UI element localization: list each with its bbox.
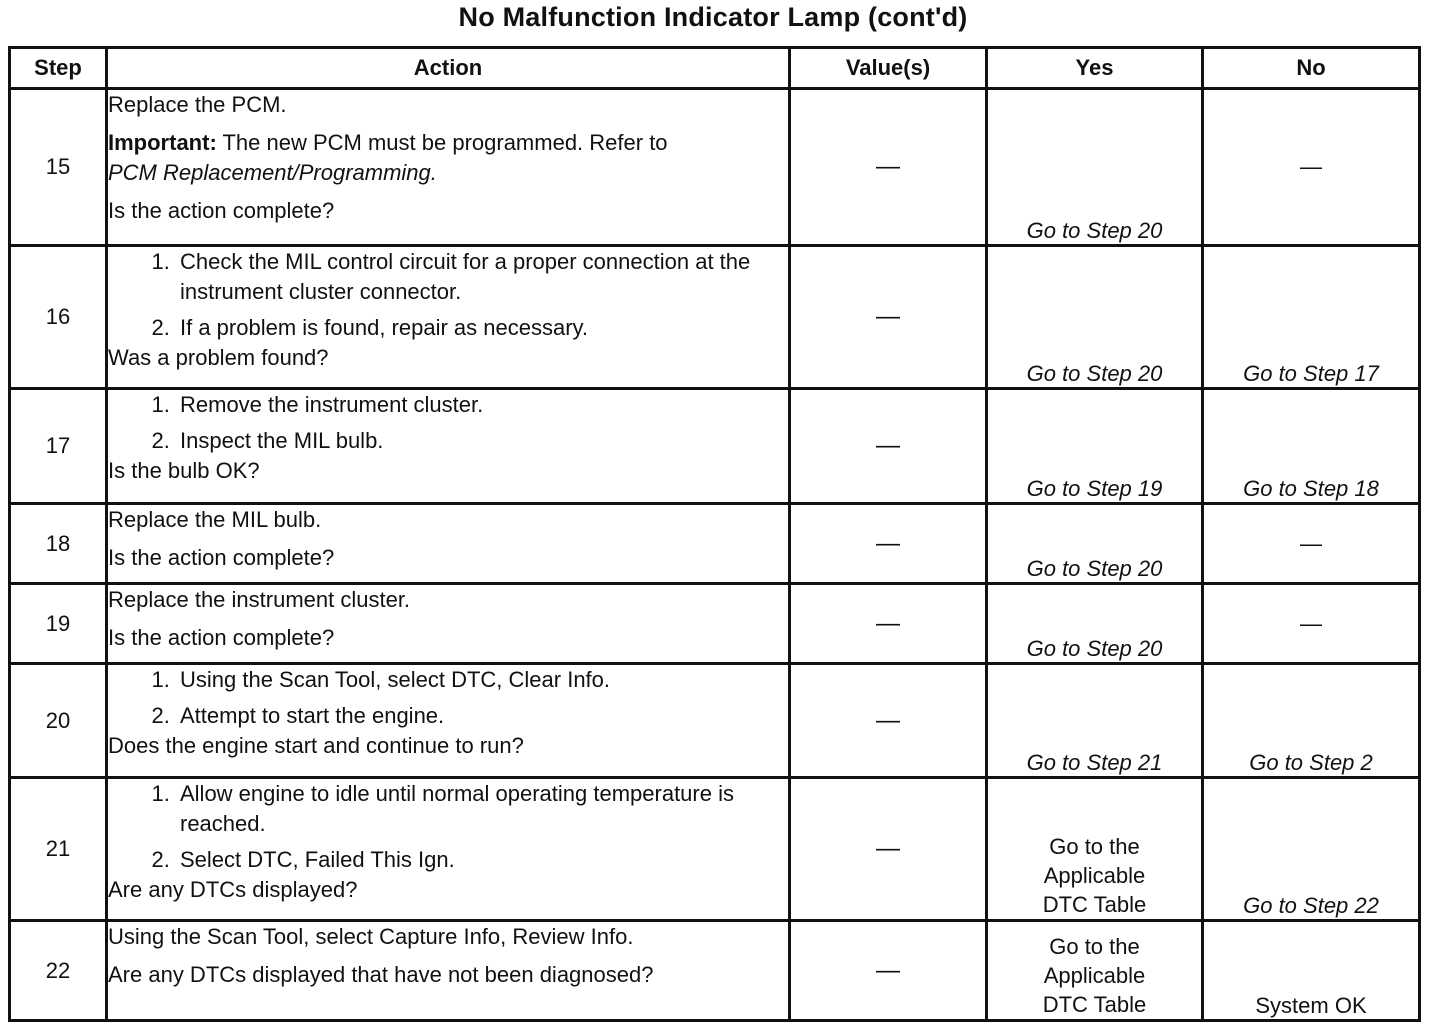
action-steps: [108, 390, 788, 456]
yes-line: DTC Table: [1042, 892, 1147, 917]
action-step-item: 1. Allow engine to idle until normal operating temperature is reached.: [176, 779, 788, 839]
action-steps: [108, 779, 788, 875]
yes-result: Go to Step 19: [987, 389, 1203, 504]
action-cell: [107, 664, 790, 778]
diagnostic-table: [8, 46, 1421, 1022]
important-reference: PCM Replacement/Programming.: [108, 160, 437, 185]
value-cell: —: [790, 584, 987, 664]
yes-result: Go to Step 21: [987, 664, 1203, 778]
action-question: Is the action complete?: [108, 625, 335, 650]
action-text: Replace the MIL bulb.: [108, 507, 322, 532]
action-cell: [107, 584, 790, 664]
action-text: Using the Scan Tool, select Capture Info, Review Info.: [108, 924, 634, 949]
value-cell: —: [790, 504, 987, 584]
yes-result: Go to Step 20: [987, 584, 1203, 664]
no-result: Go to Step 22: [1203, 778, 1420, 921]
step-number: 18: [10, 504, 107, 584]
no-result: Go to Step 18: [1203, 389, 1420, 504]
action-cell: [107, 504, 790, 584]
action-step-item: 1. Remove the instrument cluster.: [176, 390, 788, 420]
action-text: Replace the PCM.: [108, 92, 287, 117]
no-result: Go to Step 2: [1203, 664, 1420, 778]
table-row: [10, 389, 1420, 504]
important-text: The new PCM must be programmed. Refer to: [216, 130, 668, 155]
action-step-item: 2. Attempt to start the engine.: [176, 701, 788, 731]
no-result: —: [1203, 504, 1420, 584]
header-action: Action: [107, 48, 790, 89]
yes-line: Applicable: [1043, 863, 1146, 888]
important-label: Important:: [108, 130, 217, 155]
value-cell: —: [790, 389, 987, 504]
page-title: No Malfunction Indicator Lamp (cont'd): [458, 2, 968, 32]
action-cell: [107, 246, 790, 389]
table-row: [10, 246, 1420, 389]
no-result: Go to Step 17: [1203, 246, 1420, 389]
yes-result: [987, 778, 1203, 921]
yes-result: Go to Step 20: [987, 89, 1203, 246]
action-step-item: 1. Check the MIL control circuit for a proper connection at the instrument cluster connector.: [176, 247, 788, 307]
header-values: Value(s): [790, 48, 987, 89]
step-number: 19: [10, 584, 107, 664]
yes-line: Go to the: [1049, 834, 1140, 859]
value-cell: —: [790, 89, 987, 246]
table-row: [10, 89, 1420, 246]
yes-result: Go to Step 20: [987, 246, 1203, 389]
action-cell: [107, 89, 790, 246]
yes-line: Go to the: [1049, 934, 1140, 959]
no-result: —: [1203, 89, 1420, 246]
value-cell: —: [790, 246, 987, 389]
value-cell: —: [790, 778, 987, 921]
action-step-item: 2. Inspect the MIL bulb.: [176, 426, 788, 456]
header-step: Step: [10, 48, 107, 89]
action-text: Replace the instrument cluster.: [108, 587, 411, 612]
table-row: [10, 921, 1420, 1021]
action-cell: [107, 921, 790, 1021]
step-number: 15: [10, 89, 107, 246]
table-row: [10, 664, 1420, 778]
step-number: 17: [10, 389, 107, 504]
table-row: [10, 504, 1420, 584]
action-steps: [108, 665, 788, 731]
action-step-item: 2. If a problem is found, repair as necessary.: [176, 313, 788, 343]
step-number: 16: [10, 246, 107, 389]
action-steps: [108, 247, 788, 343]
yes-result: [987, 921, 1203, 1021]
yes-line: DTC Table: [1042, 992, 1147, 1017]
action-step-item: 1. Using the Scan Tool, select DTC, Clear Info.: [176, 665, 788, 695]
action-step-item: 2. Select DTC, Failed This Ign.: [176, 845, 788, 875]
yes-result: Go to Step 20: [987, 504, 1203, 584]
important-note: [108, 128, 788, 158]
action-question: Are any DTCs displayed?: [108, 877, 358, 902]
step-number: 21: [10, 778, 107, 921]
no-result: System OK: [1203, 921, 1420, 1021]
step-number: 20: [10, 664, 107, 778]
no-result: —: [1203, 584, 1420, 664]
action-question: Is the action complete?: [108, 198, 335, 223]
action-cell: [107, 389, 790, 504]
action-question: Was a problem found?: [108, 345, 329, 370]
header-no: No: [1203, 48, 1420, 89]
action-question: Are any DTCs displayed that have not been diagnosed?: [108, 962, 654, 987]
action-question: Is the bulb OK?: [108, 458, 260, 483]
header-row: [10, 48, 1420, 89]
table-row: [10, 584, 1420, 664]
table-row: [10, 778, 1420, 921]
action-cell: [107, 778, 790, 921]
step-number: 22: [10, 921, 107, 1021]
header-yes: Yes: [987, 48, 1203, 89]
yes-line: Applicable: [1043, 963, 1146, 988]
value-cell: —: [790, 921, 987, 1021]
value-cell: —: [790, 664, 987, 778]
action-question: Does the engine start and continue to run?: [108, 733, 524, 758]
action-question: Is the action complete?: [108, 545, 335, 570]
